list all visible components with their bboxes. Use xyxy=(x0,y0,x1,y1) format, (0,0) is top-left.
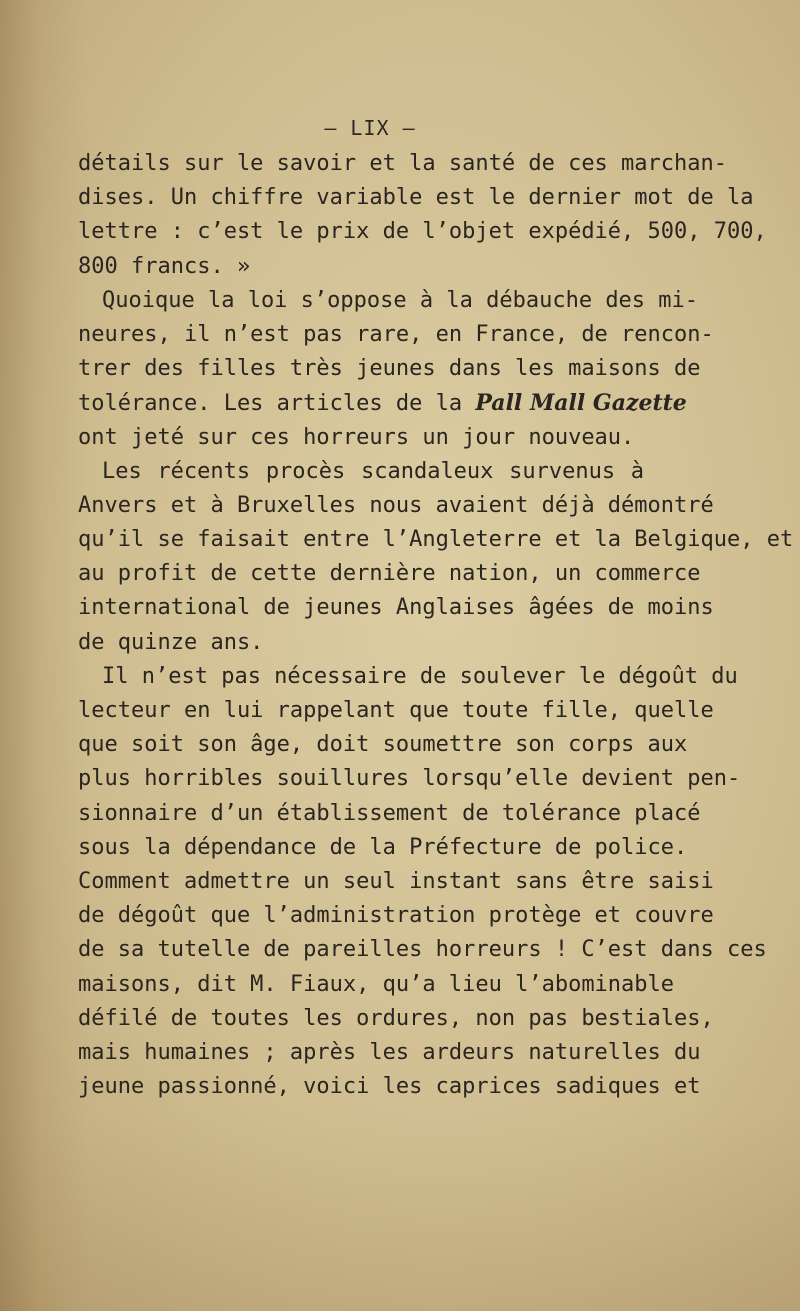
paragraph-first-line: Il n’est pas nécessaire de soulever le dégoût du xyxy=(102,663,738,689)
text-line: sous la dépendance de la Préfecture de police. xyxy=(78,834,688,860)
text-line: dises. Un chiffre variable est le dernier mot de la xyxy=(78,185,754,211)
line-text: tolérance. Les articles de la xyxy=(78,391,476,417)
text-line: de quinze ans. xyxy=(78,629,264,655)
text-line: maisons, dit M. Fiaux, qu’a lieu l’abominable xyxy=(78,971,675,997)
text-line xyxy=(78,386,687,420)
text-line: que soit son âge, doit soumettre son corps aux xyxy=(78,732,688,758)
text-line: au profit de cette dernière nation, un commerce xyxy=(78,561,701,587)
text-line: plus horribles souillures lorsqu’elle devient pen- xyxy=(78,766,741,792)
text-line: qu’il se faisait entre l’Angleterre et la Belgique, et xyxy=(78,527,794,553)
paragraph-first-line: Quoique la loi s’oppose à la débauche des mi- xyxy=(102,287,699,313)
text-line: Comment admettre un seul instant sans être saisi xyxy=(78,868,714,894)
text-line: ont jeté sur ces horreurs un jour nouveau. xyxy=(78,424,635,450)
text-line: défilé de toutes les ordures, non pas bestiales, xyxy=(78,1005,714,1031)
page-number-header: — LIX — xyxy=(324,116,416,140)
text-line: trer des filles très jeunes dans les maisons de xyxy=(78,356,701,382)
text-line: mais humaines ; après les ardeurs naturelles du xyxy=(78,1039,701,1065)
text-line: 800 francs. » xyxy=(78,253,251,279)
text-line: de sa tutelle de pareilles horreurs ! C’est dans ces xyxy=(78,937,767,963)
body-text xyxy=(78,147,794,1104)
text-line: Anvers et à Bruxelles nous avaient déjà démontré xyxy=(78,492,714,518)
text-line: neures, il n’est pas rare, en France, de rencon- xyxy=(78,321,714,347)
text-line: de dégoût que l’administration protège et couvre xyxy=(78,903,714,929)
newspaper-title: Pall Mall Gazette xyxy=(475,390,687,417)
text-line: détails sur le savoir et la santé de ces marchan- xyxy=(78,151,728,176)
text-line: jeune passionné, voici les caprices sadiques et xyxy=(78,1074,701,1100)
text-line: lecteur en lui rappelant que toute fille, quelle xyxy=(78,698,714,723)
text-line: lettre : c’est le prix de l’objet expédié, 500, 700, xyxy=(78,219,767,245)
paragraph-first-line: Les récents procès scandaleux survenus à xyxy=(102,458,644,484)
text-line: sionnaire d’un établissement de tolérance placé xyxy=(78,800,701,826)
text-line: international de jeunes Anglaises âgées de moins xyxy=(78,595,714,621)
